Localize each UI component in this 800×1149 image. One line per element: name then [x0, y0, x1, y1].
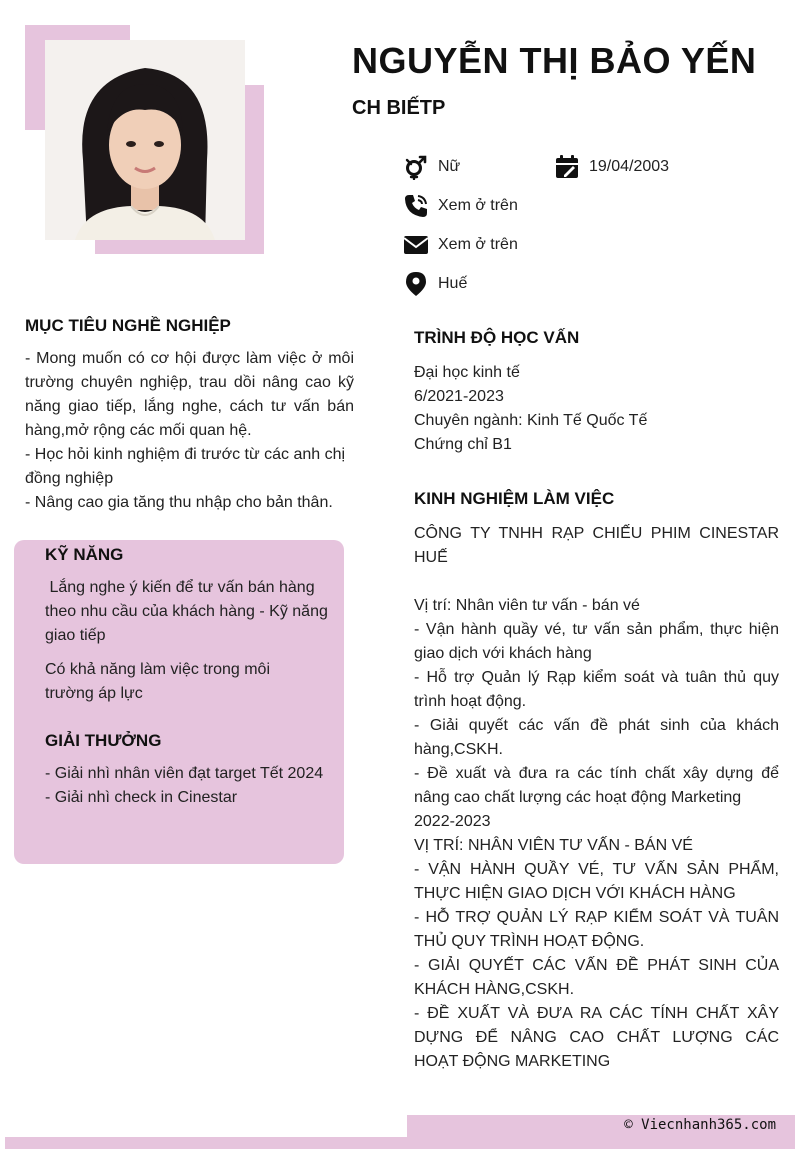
experience-position-upper: VỊ TRÍ: NHÂN VIÊN TƯ VẤN - BÁN VÉ: [414, 837, 693, 854]
skills-title: KỸ NĂNG: [45, 545, 124, 564]
experience-duty-upper: - VẬN HÀNH QUẦY VÉ, TƯ VẤN SẢN PHẨM, THỰC HIỆN GIAO DỊCH VỚI KHÁCH HÀNG: [414, 861, 779, 902]
footer-watermark: © Viecnhanh365.com: [624, 1117, 776, 1133]
location-pin-icon: [402, 270, 430, 298]
envelope-icon: [402, 231, 430, 259]
experience-position: Vị trí: Nhân viên tư vấn - bán vé: [414, 597, 640, 614]
calendar-icon: [553, 153, 581, 181]
photo-frame-top-left-vertical: [25, 25, 45, 130]
location-row: [402, 270, 467, 298]
education-certificate: Chứng chỉ B1: [414, 436, 512, 453]
experience-text: [414, 522, 779, 1074]
photo-frame-bottom-right-vertical: [244, 85, 264, 254]
award-item: - Giải nhì nhân viên đạt target Tết 2024: [45, 765, 324, 782]
phone-value: Xem ở trên: [438, 197, 518, 214]
objective-title: MỤC TIÊU NGHỀ NGHIỆP: [25, 316, 231, 335]
birthdate-value: 19/04/2003: [589, 158, 670, 175]
experience-period: 2022-2023: [414, 813, 491, 830]
phone-icon: [402, 192, 430, 220]
email-row: [402, 231, 518, 259]
education-period: 6/2021-2023: [414, 388, 504, 405]
job-title: CH BIẾTP: [352, 97, 446, 119]
awards-text: [45, 762, 334, 810]
location-value: Huế: [438, 275, 468, 292]
profile-photo: [45, 40, 245, 240]
gender-icon: [402, 153, 430, 181]
experience-duty: - Vận hành quầy vé, tư vấn sản phẩm, thực hiện giao dịch với khách hàng: [414, 621, 779, 662]
experience-duty-upper: - HỖ TRỢ QUẢN LÝ RẠP KIỂM SOÁT VÀ TUÂN THỦ QUY TRÌNH HOẠT ĐỘNG.: [414, 909, 779, 950]
objective-line: - Nâng cao gia tăng thu nhập cho bản thân.: [25, 494, 333, 511]
education-title: TRÌNH ĐỘ HỌC VẤN: [414, 328, 580, 347]
skill-item: Có khả năng làm việc trong môi trường áp lực: [45, 661, 270, 702]
awards-title: GIẢI THƯỞNG: [45, 731, 162, 750]
birthdate-row: [553, 153, 669, 181]
experience-title: KINH NGHIỆM LÀM VIỆC: [414, 489, 615, 508]
skill-item: Lắng nghe ý kiến để tư vấn bán hàng theo nhu cầu của khách hàng - Kỹ năng giao tiếp: [45, 579, 333, 644]
education-school: Đại học kinh tế: [414, 364, 520, 381]
candidate-name: NGUYỄN THỊ BẢO YẾN: [352, 40, 757, 81]
education-text: [414, 361, 779, 457]
gender-value: Nữ: [438, 158, 461, 175]
phone-row: [402, 192, 518, 220]
gender-row: [402, 153, 460, 181]
experience-duty-upper: - ĐỀ XUẤT VÀ ĐƯA RA CÁC TÍNH CHẤT XÂY DỰNG ĐỂ NÂNG CAO CHẤT LƯỢNG CÁC HOẠT ĐỘNG MARKETING: [414, 1005, 779, 1070]
experience-company: CÔNG TY TNHH RẠP CHIẾU PHIM CINESTAR HUẾ: [414, 525, 779, 566]
email-value: Xem ở trên: [438, 236, 518, 253]
experience-duty: - Đề xuất và đưa ra các tính chất xây dựng để nâng cao chất lượng các hoạt động Marketing: [414, 765, 779, 806]
award-item: - Giải nhì check in Cinestar: [45, 789, 238, 806]
education-major: Chuyên ngành: Kinh Tế Quốc Tế: [414, 412, 648, 429]
experience-duty-upper: - GIẢI QUYẾT CÁC VẤN ĐỀ PHÁT SINH CỦA KHÁCH HÀNG,CSKH.: [414, 957, 779, 998]
objective-line: - Học hỏi kinh nghiệm đi trước từ các anh chị đồng nghiệp: [25, 446, 346, 487]
experience-duty: - Giải quyết các vấn đề phát sinh của khách hàng,CSKH.: [414, 717, 779, 758]
objective-text: [25, 347, 354, 515]
objective-line: - Mong muốn có cơ hội được làm việc ở môi trường chuyên nghiệp, trau dồi nâng cao kỹ năng giao tiếp, lắng nghe, cách tư vấn bán hàng,mở rộng các mối quan hệ.: [25, 350, 354, 439]
experience-duty: - Hỗ trợ Quản lý Rạp kiểm soát và tuân thủ quy trình hoạt động.: [414, 669, 779, 710]
